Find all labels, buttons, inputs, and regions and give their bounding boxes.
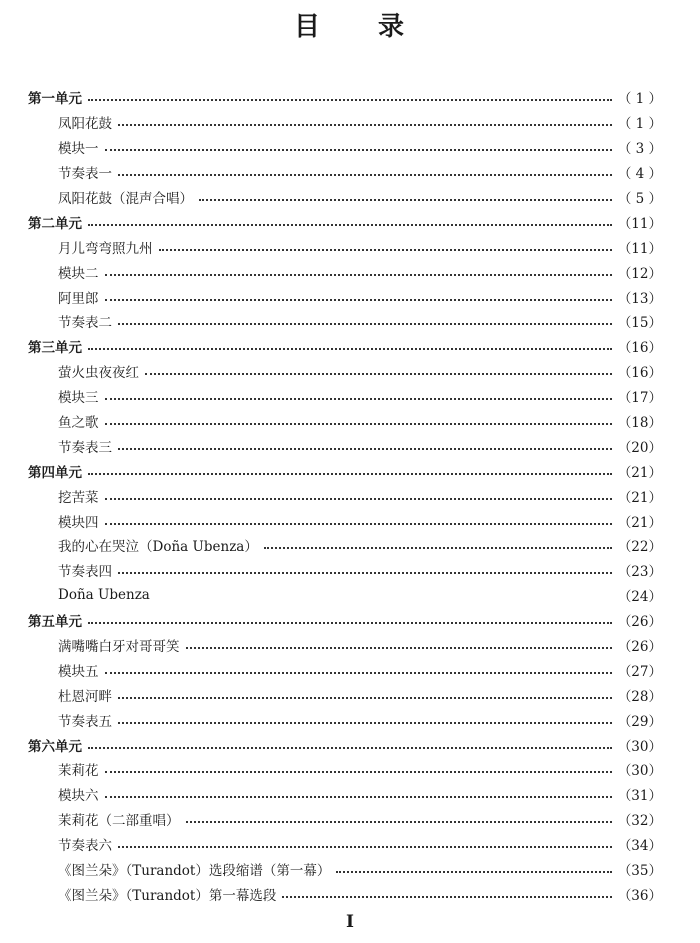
toc-entry-page: （21） (617, 489, 662, 506)
toc-entry-page: （22） (617, 539, 662, 556)
toc-entry-label: 《图兰朵》（Turandot）第一幕选段 (58, 887, 277, 904)
toc-entry[interactable] (28, 633, 662, 658)
toc-entry-page: （36） (617, 887, 662, 904)
toc-entry-page: （21） (617, 514, 662, 531)
page-number: I (346, 912, 354, 932)
dot-leader (118, 448, 612, 450)
toc-entry-page: （35） (617, 863, 662, 880)
toc-entry-label: 第二单元 (28, 215, 82, 232)
toc-entry-label: 阿里郎 (58, 290, 99, 307)
toc-entry-page: （16） (617, 340, 662, 357)
dot-leader (186, 821, 612, 823)
toc-entry-label: 第四单元 (28, 464, 82, 481)
toc-entry-label: 《图兰朵》（Turandot）选段缩谱（第一幕） (58, 863, 331, 880)
toc-entry[interactable] (28, 832, 662, 857)
dot-leader (88, 622, 612, 624)
dot-leader (105, 796, 612, 798)
toc-entry-label: 节奏表六 (58, 838, 112, 855)
dot-leader (186, 647, 612, 649)
toc-entry-label: 节奏表三 (58, 439, 112, 456)
toc-entry-label: 第六单元 (28, 738, 82, 755)
toc-entry-page: （30） (617, 738, 662, 755)
toc-entry[interactable] (28, 259, 662, 284)
toc-entry-label: 模块一 (58, 141, 99, 158)
toc-entry[interactable] (28, 857, 662, 882)
toc-entry[interactable] (28, 682, 662, 707)
dot-leader (105, 672, 612, 674)
toc-entry-label: 茉莉花 (58, 763, 99, 780)
toc-entry-label: 萤火虫夜夜红 (58, 365, 139, 382)
dot-leader (88, 473, 612, 475)
toc-entry[interactable] (28, 707, 662, 732)
toc-entry[interactable] (28, 757, 662, 782)
toc-unit-entry[interactable] (28, 608, 662, 633)
dot-leader (105, 498, 612, 500)
toc-entry[interactable] (28, 234, 662, 259)
toc-entry-label: 茉莉花（二部重唱） (58, 813, 180, 830)
toc-entry[interactable] (28, 558, 662, 583)
toc-entry[interactable] (28, 483, 662, 508)
toc-entry-label: 节奏表二 (58, 315, 112, 332)
toc-entry[interactable] (28, 508, 662, 533)
toc-entry-label: 模块六 (58, 788, 99, 805)
toc-entry[interactable] (28, 359, 662, 384)
toc-entry-page: （23） (617, 564, 662, 581)
toc-entry-label: 挖苦菜 (58, 489, 99, 506)
toc-entry[interactable] (28, 657, 662, 682)
dot-leader (88, 348, 612, 350)
toc-entry[interactable] (28, 533, 662, 558)
toc-entry-page: （ 1 ） (617, 116, 662, 133)
dot-leader (282, 896, 611, 898)
dot-leader (336, 871, 611, 873)
dot-leader (105, 523, 612, 525)
dot-leader (145, 373, 612, 375)
toc-unit-entry[interactable] (28, 209, 662, 234)
dot-leader (105, 771, 612, 773)
toc-entry-page: （17） (617, 390, 662, 407)
toc-entry[interactable] (28, 433, 662, 458)
dot-leader (118, 124, 612, 126)
dot-leader (88, 747, 612, 749)
dot-leader (118, 174, 612, 176)
toc-entry-page: （11） (617, 240, 662, 257)
toc-entry-page: （16） (617, 365, 662, 382)
toc-entry[interactable] (28, 583, 662, 608)
toc-entry[interactable] (28, 284, 662, 309)
toc-entry[interactable] (28, 782, 662, 807)
toc-entry-page: （34） (617, 838, 662, 855)
toc-entry-label: 凤阳花鼓 (58, 116, 112, 133)
dot-leader (88, 224, 612, 226)
dot-leader (199, 199, 612, 201)
toc-entry-label: 月儿弯弯照九州 (58, 240, 153, 257)
toc-entry-page: （15） (617, 315, 662, 332)
toc-entry-page: （ 1 ） (617, 91, 662, 108)
toc-entry-page: （31） (617, 788, 662, 805)
dot-leader (159, 249, 612, 251)
toc-entry-page: （29） (617, 713, 662, 730)
toc-entry-page: （ 5 ） (617, 191, 662, 207)
toc-entry-page: （24） (617, 589, 662, 606)
toc-entry[interactable] (28, 882, 662, 907)
toc-entry-page: （ 4 ） (617, 166, 662, 183)
toc-entry-label: 鱼之歌 (58, 415, 99, 432)
dot-leader (105, 398, 612, 400)
toc-entry-page: （26） (617, 614, 662, 631)
toc-entry[interactable] (28, 384, 662, 409)
dot-leader (105, 274, 612, 276)
dot-leader (105, 149, 612, 151)
toc-entry[interactable] (28, 409, 662, 434)
dot-leader (118, 846, 612, 848)
toc-entry-page: （32） (617, 813, 662, 830)
toc-entry-label: 模块五 (58, 663, 99, 680)
dot-leader (264, 547, 612, 549)
toc-entry-label: 节奏表五 (58, 713, 112, 730)
toc-entry-label: 节奏表四 (58, 564, 112, 581)
toc-entry-page: （18） (617, 415, 662, 432)
toc-entry-label: 第五单元 (28, 614, 82, 631)
toc-entry-page: （27） (617, 663, 662, 680)
toc-entry-label: 凤阳花鼓（混声合唱） (58, 191, 193, 207)
toc-entry[interactable] (28, 110, 662, 135)
dot-leader (118, 572, 612, 574)
toc-entry[interactable] (28, 135, 662, 160)
toc-unit-entry[interactable] (28, 85, 662, 110)
toc-entry[interactable] (28, 160, 662, 185)
toc-entry-page: （11） (617, 215, 662, 232)
toc-entry-page: （12） (617, 265, 662, 282)
dot-leader (105, 423, 612, 425)
toc-entry-label: 满嘴嘴白牙对哥哥笑 (58, 639, 180, 656)
dot-leader (88, 99, 612, 101)
toc-entry-label: 杜恩河畔 (58, 688, 112, 705)
toc-entry-label: 模块三 (58, 390, 99, 407)
toc-entry-page: （20） (617, 439, 662, 456)
toc-entry-page: （13） (617, 290, 662, 307)
dot-leader (118, 697, 612, 699)
table-of-contents (28, 85, 662, 906)
toc-unit-entry[interactable] (28, 732, 662, 757)
toc-entry[interactable] (28, 185, 662, 210)
dot-leader (105, 299, 612, 301)
dot-leader (118, 323, 612, 325)
toc-entry-page: （30） (617, 763, 662, 780)
toc-entry[interactable] (28, 309, 662, 334)
toc-unit-entry[interactable] (28, 334, 662, 359)
toc-unit-entry[interactable] (28, 458, 662, 483)
page-title: 目 录 (293, 12, 406, 42)
toc-entry-page: （26） (617, 639, 662, 656)
toc-entry-label: 我的心在哭泣（Doña Ubenza） (58, 539, 258, 556)
toc-entry-page: （ 3 ） (617, 141, 662, 158)
toc-entry-page: （21） (617, 464, 662, 481)
toc-entry-page: （28） (617, 688, 662, 705)
toc-entry-label: 第三单元 (28, 340, 82, 357)
toc-entry[interactable] (28, 807, 662, 832)
toc-entry-label: 模块四 (58, 514, 99, 531)
dot-leader (118, 722, 612, 724)
toc-entry-label: 节奏表一 (58, 166, 112, 183)
toc-entry-label: 第一单元 (28, 91, 82, 108)
toc-entry-label: Doña Ubenza (58, 587, 150, 604)
toc-entry-label: 模块二 (58, 265, 99, 282)
